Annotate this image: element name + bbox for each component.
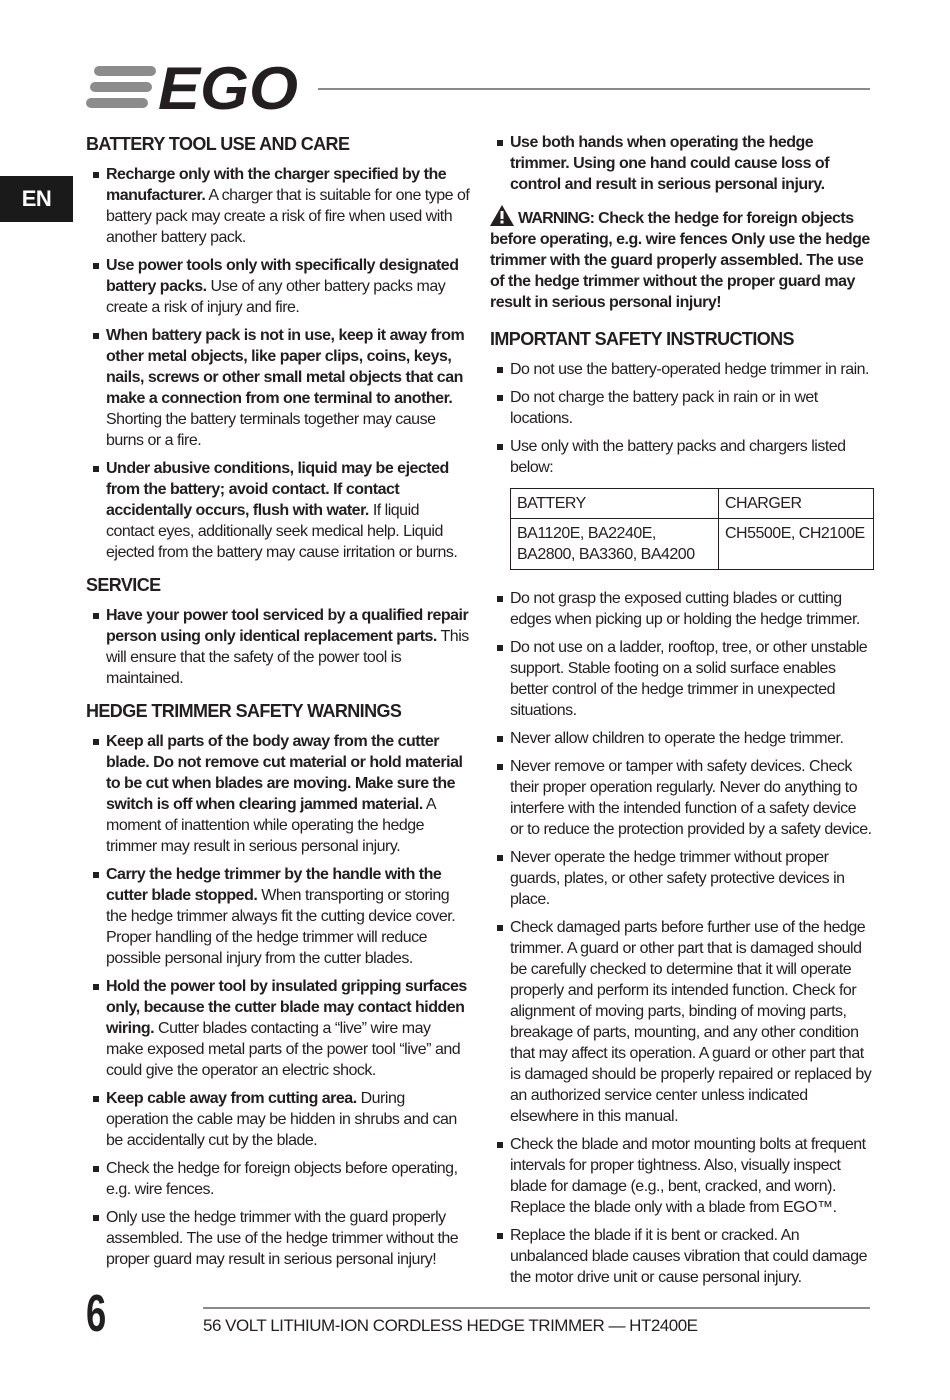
item-text: Do not use on a ladder, rooftop, tree, or other unstable support. Stable footing on a solid surface enables better control of the hedge trimmer in unexpected situations. [510, 639, 868, 719]
item-text: Check the hedge for foreign objects before operating, e.g. wire fences. [106, 1160, 458, 1198]
footer-rule [203, 1307, 870, 1309]
table-header-battery: BATTERY [511, 489, 719, 519]
bullet-icon [497, 596, 503, 602]
list-item [490, 1225, 872, 1288]
item-text: Use only with the battery packs and chargers listed below: [510, 438, 846, 476]
list-item [86, 164, 470, 248]
item-text: When transporting or storing the hedge trimmer always fit the cutting device cover. Proper handling of the hedge trimmer will reduce possible personal injury from the cutter blades. [106, 887, 456, 967]
bullet-icon [93, 1096, 99, 1102]
section-heading: BATTERY TOOL USE AND CARE [86, 134, 350, 154]
list-item [86, 864, 470, 969]
section-heading: SERVICE [86, 575, 161, 595]
item-text: Never operate the hedge trimmer without proper guards, plates, or other safety protective devices in place. [510, 849, 845, 908]
list-item [86, 605, 470, 689]
list-item [490, 728, 872, 749]
list-item [490, 1134, 872, 1218]
bullet-icon [93, 1166, 99, 1172]
bullet-icon [497, 855, 503, 861]
warning-text: Check the hedge for foreign objects before operating, e.g. wire fences Only use the hedge trimmer with the guard properly assembled. The use of the hedge trimmer without the proper guard may result in serious personal injury! [490, 210, 870, 311]
item-bold-text: Have your power tool serviced by a qualified repair person using only identical replacement parts. [106, 607, 469, 645]
bullet-list [86, 605, 470, 689]
item-text: Do not use the battery-operated hedge trimmer in rain. [510, 361, 869, 378]
item-bold-text: Under abusive conditions, liquid may be ejected from the battery; avoid contact. If contact accidentally occurs, flush with water. [106, 460, 449, 519]
bullet-icon [93, 739, 99, 745]
list-item [86, 1158, 470, 1200]
list-item [490, 917, 872, 1127]
table-header-charger: CHARGER [719, 489, 874, 519]
item-bold-text: Keep all parts of the body away from the cutter blade. Do not remove cut material or hold material to be cut when blades are moving. Make sure the switch is off when clearing jammed material. [106, 733, 463, 813]
language-tab: EN [0, 176, 73, 222]
bullet-list [490, 588, 872, 1288]
item-text: Cutter blades contacting a “live” wire may make exposed metal parts of the power tool “live” and could give the operator an electric shock. [106, 1020, 461, 1079]
list-item [490, 359, 872, 380]
footer-title: 56 VOLT LITHIUM-ION CORDLESS HEDGE TRIMMER — HT2400E [203, 1316, 698, 1335]
item-bold-text: Keep cable away from cutting area. [106, 1090, 357, 1107]
item-text: Replace the blade if it is bent or cracked. An unbalanced blade causes vibration that could damage the motor drive unit or cause personal injury. [510, 1227, 867, 1286]
warning-label: WARNING: [517, 210, 595, 227]
section-heading: IMPORTANT SAFETY INSTRUCTIONS [490, 329, 794, 349]
bullet-icon [497, 645, 503, 651]
item-text: Do not charge the battery pack in rain or in wet locations. [510, 389, 818, 427]
bullet-icon [497, 736, 503, 742]
ego-logo [86, 62, 301, 114]
list-item [490, 756, 872, 840]
item-text: A moment of inattention while operating the hedge trimmer may result in serious personal injury. [106, 796, 436, 855]
item-text: This will ensure that the safety of the power tool is maintained. [106, 628, 469, 687]
page-number: 6 [86, 1285, 107, 1343]
bullet-icon [497, 444, 503, 450]
logo-text: EGO [158, 62, 298, 114]
bullet-list [86, 164, 470, 563]
bullet-icon [497, 140, 503, 146]
item-text: Only use the hedge trimmer with the guard properly assembled. The use of the hedge trimmer without the proper guard may result in serious personal injury! [106, 1209, 459, 1268]
item-bold-text: When battery pack is not in use, keep it away from other metal objects, like paper clips, coins, keys, nails, screws or other small metal objects that can make a connection from one terminal to another. [106, 327, 465, 407]
warning-icon [490, 205, 514, 226]
list-item [490, 847, 872, 910]
list-item [86, 1207, 470, 1270]
bullet-icon [497, 367, 503, 373]
bullet-icon [497, 764, 503, 770]
bullet-list [490, 359, 872, 478]
list-item [86, 731, 470, 857]
item-text: A charger that is suitable for one type of battery pack may create a risk of fire when used with another battery pack. [106, 187, 470, 246]
item-text: Do not grasp the exposed cutting blades or cutting edges when picking up or holding the hedge trimmer. [510, 590, 860, 628]
bullet-icon [497, 925, 503, 931]
right-column [490, 132, 872, 1298]
bullet-icon [497, 1233, 503, 1239]
bullet-list [86, 731, 470, 1270]
item-bold-text: Carry the hedge trimmer by the handle with the cutter blade stopped. [106, 866, 442, 904]
bullet-icon [93, 466, 99, 472]
item-text: Never remove or tamper with safety devices. Check their proper operation regularly. Never do anything to interfere with the intended function of a safety device or to reduce the protection provided by a safety device. [510, 758, 872, 838]
item-bold-text: Recharge only with the charger specified by the manufacturer. [106, 166, 447, 204]
table-cell-chargers: CH5500E, CH2100E [719, 519, 874, 570]
list-item [86, 976, 470, 1081]
item-text: Shorting the battery terminals together may cause burns or a fire. [106, 411, 436, 449]
list-item [86, 255, 470, 318]
bullet-icon [93, 872, 99, 878]
list-item [86, 325, 470, 451]
item-bold-text: Use both hands when operating the hedge trimmer. Using one hand could cause loss of control and result in serious personal injury. [510, 134, 830, 193]
list-item [490, 637, 872, 721]
item-text: Check the blade and motor mounting bolts at frequent intervals for proper tightness. Also, visually inspect blade for damage (e.g., bent, cracked, and worn). Replace the blade only with a blade from EGO™. [510, 1136, 866, 1216]
bullet-list [490, 132, 872, 195]
list-item [490, 387, 872, 429]
list-item [490, 588, 872, 630]
bullet-icon [93, 263, 99, 269]
bullet-icon [497, 1142, 503, 1148]
left-column [86, 132, 470, 1280]
warning-block [490, 205, 872, 313]
bullet-icon [93, 1215, 99, 1221]
item-text: During operation the cable may be hidden in shrubs and can be accidentally cut by the blade. [106, 1090, 457, 1149]
list-item [490, 436, 872, 478]
bullet-icon [93, 333, 99, 339]
battery-charger-table [510, 488, 874, 570]
bullet-icon [93, 984, 99, 990]
list-item [86, 1088, 470, 1151]
list-item [86, 458, 470, 563]
bullet-icon [93, 172, 99, 178]
table-cell-batteries: BA1120E, BA2240E, BA2800, BA3360, BA4200 [511, 519, 719, 570]
bullet-icon [497, 395, 503, 401]
section-heading: HEDGE TRIMMER SAFETY WARNINGS [86, 701, 402, 721]
item-text: If liquid contact eyes, additionally seek medical help. Liquid ejected from the battery may cause irritation or burns. [106, 502, 458, 561]
item-bold-text: Use power tools only with specifically designated battery packs. [106, 257, 459, 295]
item-text: Never allow children to operate the hedge trimmer. [510, 730, 844, 747]
list-item [490, 132, 872, 195]
item-text: Check damaged parts before further use of the hedge trimmer. A guard or other part that is damaged should be carefully checked to determine that it will operate properly and perform its intended function. Check for alignment of moving parts, binding of moving parts, breakage of parts, mounting, and any other condition that may affect its operation. A guard or other part that is damaged should be properly repaired or replaced by an authorized service center unless indicated elsewhere in this manual. [510, 919, 872, 1125]
item-bold-text: Hold the power tool by insulated gripping surfaces only, because the cutter blade may contact hidden wiring. [106, 978, 467, 1037]
item-text: Use of any other battery packs may create a risk of injury and fire. [106, 278, 446, 316]
header-rule [318, 88, 870, 90]
bullet-icon [93, 613, 99, 619]
